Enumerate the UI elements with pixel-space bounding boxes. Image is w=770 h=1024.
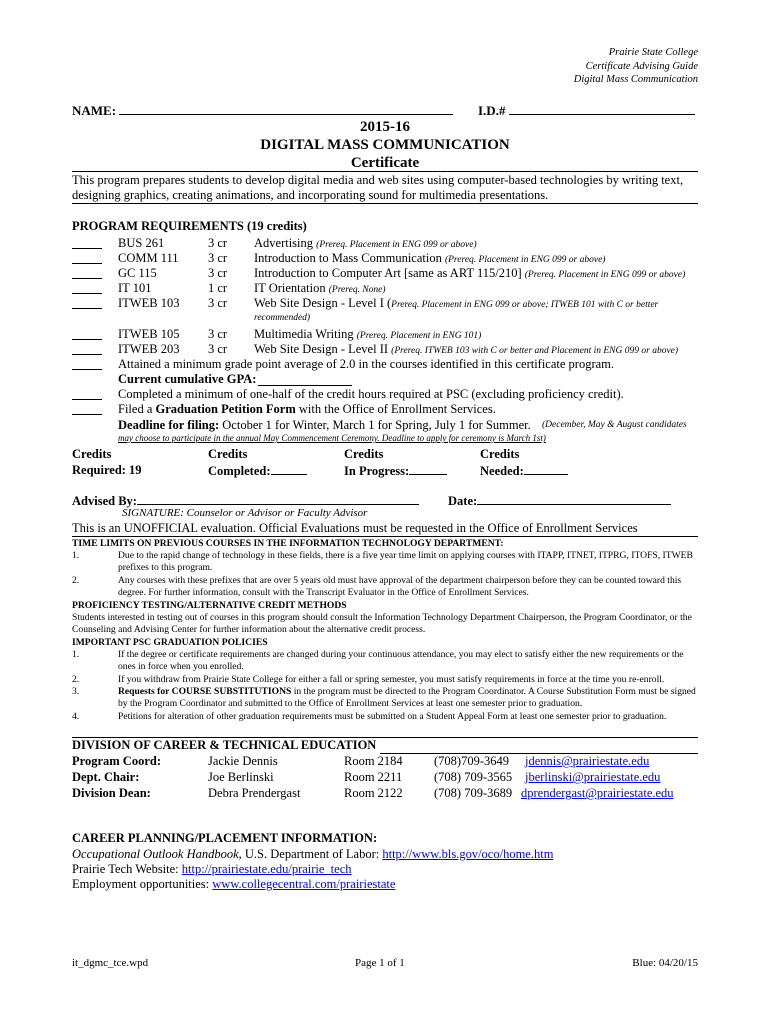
proficiency-heading: PROFICIENCY TESTING/ALTERNATIVE CREDIT METHODS [72, 600, 347, 611]
contact-role: Program Coord: [72, 754, 161, 768]
checkbox-blank[interactable] [72, 296, 102, 309]
contact-phone: (708) 709-3689 [434, 786, 513, 800]
title-block [72, 118, 698, 172]
policy-item [72, 649, 698, 673]
contact-name: Debra Prendergast [208, 786, 301, 800]
advised-by-label: Advised By: [72, 494, 137, 508]
id-label: I.D.# [478, 103, 506, 118]
course-title: IT Orientation [254, 281, 326, 295]
course-row [72, 251, 698, 266]
contact-phone: (708)709-3649 [434, 754, 509, 768]
contact-phone: (708) 709-3565 [434, 770, 513, 784]
footer-filename: it_dgmc_tce.wpd [72, 957, 149, 969]
course-prereq: (Prereq. ITWEB 103 with C or better and Placement in ENG 099 or above) [391, 346, 679, 356]
id-blank[interactable] [509, 102, 695, 115]
ooh-source: , U.S. Department of Labor: [238, 847, 383, 861]
course-credits: 3 cr [208, 327, 228, 341]
contact-name: Joe Berlinski [208, 770, 274, 784]
contact-email[interactable]: jberlinski@prairiestate.edu [525, 770, 661, 784]
deadline-note-row [72, 432, 698, 445]
course-credits: 1 cr [208, 281, 228, 295]
substitution-bold: Requests for COURSE SUBSTITUTIONS [118, 686, 292, 697]
career-heading: CAREER PLANNING/PLACEMENT INFORMATION: [72, 831, 378, 845]
course-prereq-cont: recommended) [254, 313, 311, 323]
credits-completed-label1: Credits [208, 447, 248, 461]
intro-rule [72, 203, 698, 204]
course-prereq: (Prereq. Placement in ENG 099 or above) [444, 255, 606, 265]
policy-text: If you withdraw from Prairie State College for either a fall or spring semester, you must satisfy requirements in force at the time you re-enroll. [118, 674, 665, 685]
checkbox-blank[interactable] [72, 236, 102, 249]
contact-room: Room 2211 [344, 770, 403, 784]
gpa-row [72, 372, 698, 387]
policy-text: Due to the rapid change of technology in these fields, there is a five year time limit on applying courses with ITAPP, ITNET, ITPRG, ITOFS, ITWEB prefixes to this program. [118, 550, 693, 573]
course-credits: 3 cr [208, 251, 228, 265]
checkbox-blank[interactable] [72, 281, 102, 294]
deadline-note-cont: may choose to participate in the annual May Commencement Ceremony. Deadline to apply for ceremony is March 1st) [118, 433, 546, 443]
course-prereq: (Prereq. None) [328, 285, 386, 295]
course-code: BUS 261 [118, 236, 165, 250]
credits-needed-blank[interactable] [524, 462, 568, 475]
checkbox-blank[interactable] [72, 251, 102, 264]
employment-label: Employment opportunities: [72, 877, 213, 891]
intro-text: This program prepares students to develop digital media and web sites using computer-based technologies by writing text, designing graphics, creating animations, and incorporating sound for multimedia presentations. [72, 173, 684, 202]
program-name-header: Digital Mass Communication [573, 74, 698, 85]
credits-in-progress-blank[interactable] [409, 462, 447, 475]
college-name: Prairie State College [608, 47, 698, 58]
signature-note: SIGNATURE: Counselor or Advisor or Faculty Advisor [122, 507, 368, 519]
credits-needed [480, 446, 568, 479]
contact-room: Room 2122 [344, 786, 403, 800]
checkbox-blank[interactable] [72, 402, 102, 415]
credits-required [72, 446, 142, 478]
course-code: IT 101 [118, 281, 152, 295]
graduation-policies-heading: IMPORTANT PSC GRADUATION POLICIES [72, 637, 268, 648]
course-credits: 3 cr [208, 296, 228, 310]
deadline-row [72, 418, 698, 433]
gpa-blank[interactable] [258, 372, 352, 386]
checkbox-blank[interactable] [72, 387, 102, 400]
substitution-text: in the program must be directed to the Program Coordinator. A Course Substitution Form must be signed by the Program Coordinator and submitted to the Office of Enrollment Services at least one semester prior to graduation. [118, 686, 696, 709]
policy-number: 3. [72, 686, 80, 697]
course-title: Introduction to Mass Communication [254, 251, 442, 265]
checkbox-blank[interactable] [72, 327, 102, 340]
credits-in-progress-label2: In Progress: [344, 464, 410, 478]
policy-number: 2. [72, 674, 80, 685]
prairie-tech-line [72, 862, 352, 877]
time-limits-heading: TIME LIMITS ON PREVIOUS COURSES IN THE INFORMATION TECHNOLOGY DEPARTMENT: [72, 538, 504, 549]
footer-date: Blue: 04/20/15 [632, 957, 698, 969]
petition-requirement [72, 402, 698, 417]
prairie-tech-link[interactable]: http://prairiestate.edu/prairie_tech [181, 862, 352, 876]
psc-requirement-text: Completed a minimum of one-half of the credit hours required at PSC (excluding proficiency credit). [118, 387, 624, 401]
title-type: Certificate [350, 155, 420, 171]
policy-text: If the degree or certificate requirements are changed during your continuous attendance, you may elect to satisfy either the new requirements or the ones in force when you enrolled. [118, 649, 684, 672]
ooh-line [72, 847, 553, 862]
course-row [72, 281, 698, 296]
course-row [72, 266, 698, 281]
title-program: DIGITAL MASS COMMUNICATION [260, 137, 510, 153]
credits-needed-label2: Needed: [480, 464, 524, 478]
policy-item [72, 686, 698, 710]
policy-item [72, 575, 698, 599]
name-label: NAME: [72, 103, 117, 118]
contact-email[interactable]: jdennis@prairiestate.edu [525, 754, 650, 768]
policy-text: Petitions for alteration of other graduation requirements must be submitted on a Student Appeal Form at least one semester prior to graduation. [118, 711, 667, 722]
policy-number: 2. [72, 575, 80, 586]
credits-required-label2: Required: 19 [72, 463, 142, 477]
course-row [72, 296, 698, 311]
course-credits: 3 cr [208, 266, 228, 280]
date-blank[interactable] [477, 492, 671, 505]
course-credits: 3 cr [208, 342, 228, 356]
course-credits: 3 cr [208, 236, 228, 250]
course-prereq: (Prereq. Placement in ENG 099 or above) [316, 240, 477, 250]
course-code: GC 115 [118, 266, 157, 280]
course-code: ITWEB 103 [118, 296, 180, 310]
deadline-dates: October 1 for Winter, March 1 for Spring, July 1 for Summer. [219, 418, 531, 432]
footer-page: Page 1 of 1 [355, 957, 405, 969]
policy-item [72, 550, 698, 574]
id-field [478, 102, 695, 119]
course-prereq: (Prereq. Placement in ENG 099 or above) [524, 270, 686, 280]
unofficial-rule [72, 536, 698, 537]
course-row [72, 327, 698, 342]
requirements-heading: PROGRAM REQUIREMENTS (19 credits) [72, 219, 307, 233]
checkbox-blank[interactable] [72, 357, 102, 370]
course-prereq: (Prereq. Placement in ENG 101) [356, 331, 482, 341]
document-header [574, 46, 698, 87]
guide-title: Certificate Advising Guide [585, 60, 698, 72]
gpa-requirement [72, 357, 698, 372]
name-field [72, 102, 453, 119]
advised-by-blank[interactable] [137, 492, 419, 505]
contact-email[interactable]: dprendergast@prairiestate.edu [521, 786, 674, 800]
date-label: Date: [448, 494, 478, 508]
employment-link[interactable]: www.collegecentral.com/prairiestate [212, 877, 396, 891]
contact-role: Dept. Chair: [72, 770, 140, 784]
policy-text [118, 686, 698, 710]
contact-role: Division Dean: [72, 786, 151, 800]
policy-text: Any courses with these prefixes that are over 5 years old must have approval of the department chairperson before they can be counted toward this degree. For further information, consult with the Transcript Evaluator in the Office of Enrollment Services. [118, 575, 682, 598]
petition-pre: Filed a [118, 402, 156, 416]
deadline-note: (December, May & August candidates [542, 420, 687, 430]
course-title: Web Site Design - Level I ( [254, 296, 392, 310]
credits-completed-label2: Completed: [208, 464, 271, 478]
credits-needed-label1: Credits [480, 447, 520, 461]
ooh-link[interactable]: http://www.bls.gov/oco/home.htm [382, 847, 554, 861]
credits-in-progress [344, 446, 447, 479]
course-code: ITWEB 105 [118, 327, 180, 341]
ooh-title: Occupational Outlook Handbook [72, 847, 239, 861]
petition-post: with the Office of Enrollment Services. [295, 402, 496, 416]
petition-text [118, 402, 496, 417]
credits-completed [208, 446, 307, 479]
policy-item [72, 711, 698, 723]
credits-required-label1: Credits [72, 447, 112, 461]
contact-room: Room 2184 [344, 754, 403, 768]
employment-line [72, 877, 395, 892]
course-title: Web Site Design - Level II [254, 342, 389, 356]
credits-in-progress-label1: Credits [344, 447, 384, 461]
course-row [72, 342, 698, 357]
date-field [448, 492, 671, 509]
unofficial-notice: This is an UNOFFICIAL evaluation. Official Evaluations must be requested in the Office of Enrollment Services [72, 521, 638, 535]
gpa-label: Current cumulative GPA: [118, 372, 257, 386]
policy-number: 1. [72, 550, 80, 561]
gpa-requirement-text: Attained a minimum grade point average of 2.0 in the courses identified in this certificate program. [118, 357, 615, 371]
course-prereq: Prereq. Placement in ENG 099 or above; ITWEB 101 with C or better [391, 300, 659, 310]
deadline-text [118, 418, 531, 433]
course-title: Multimedia Writing [254, 327, 354, 341]
course-row [72, 236, 698, 251]
checkbox-blank[interactable] [72, 266, 102, 279]
checkbox-blank[interactable] [72, 342, 102, 355]
course-title: Introduction to Computer Art [same as ART 115/210] [254, 266, 522, 280]
petition-form-name: Graduation Petition Form [155, 402, 296, 416]
course-code: ITWEB 203 [118, 342, 180, 356]
proficiency-text: Students interested in testing out of courses in this program should consult the Information Technology Department Chairperson, the Program Coordinator, or the Counseling and Advising Center for further information about the alternative credit process. [72, 612, 692, 635]
prairie-tech-label: Prairie Tech Website: [72, 862, 182, 876]
title-year: 2015-16 [360, 119, 410, 135]
course-title: Advertising [254, 236, 314, 250]
deadline-label: Deadline for filing: [118, 418, 220, 432]
course-note-continuation [72, 311, 698, 326]
credits-completed-blank[interactable] [271, 462, 307, 475]
policy-number: 4. [72, 711, 80, 722]
course-code: COMM 111 [118, 251, 179, 265]
division-heading: DIVISION OF CAREER & TECHNICAL EDUCATION [72, 738, 377, 752]
title-rule [72, 171, 698, 172]
contact-name: Jackie Dennis [208, 754, 278, 768]
policy-number: 1. [72, 649, 80, 660]
name-blank[interactable] [119, 102, 453, 115]
psc-requirement [72, 387, 698, 402]
policy-item [72, 674, 698, 686]
